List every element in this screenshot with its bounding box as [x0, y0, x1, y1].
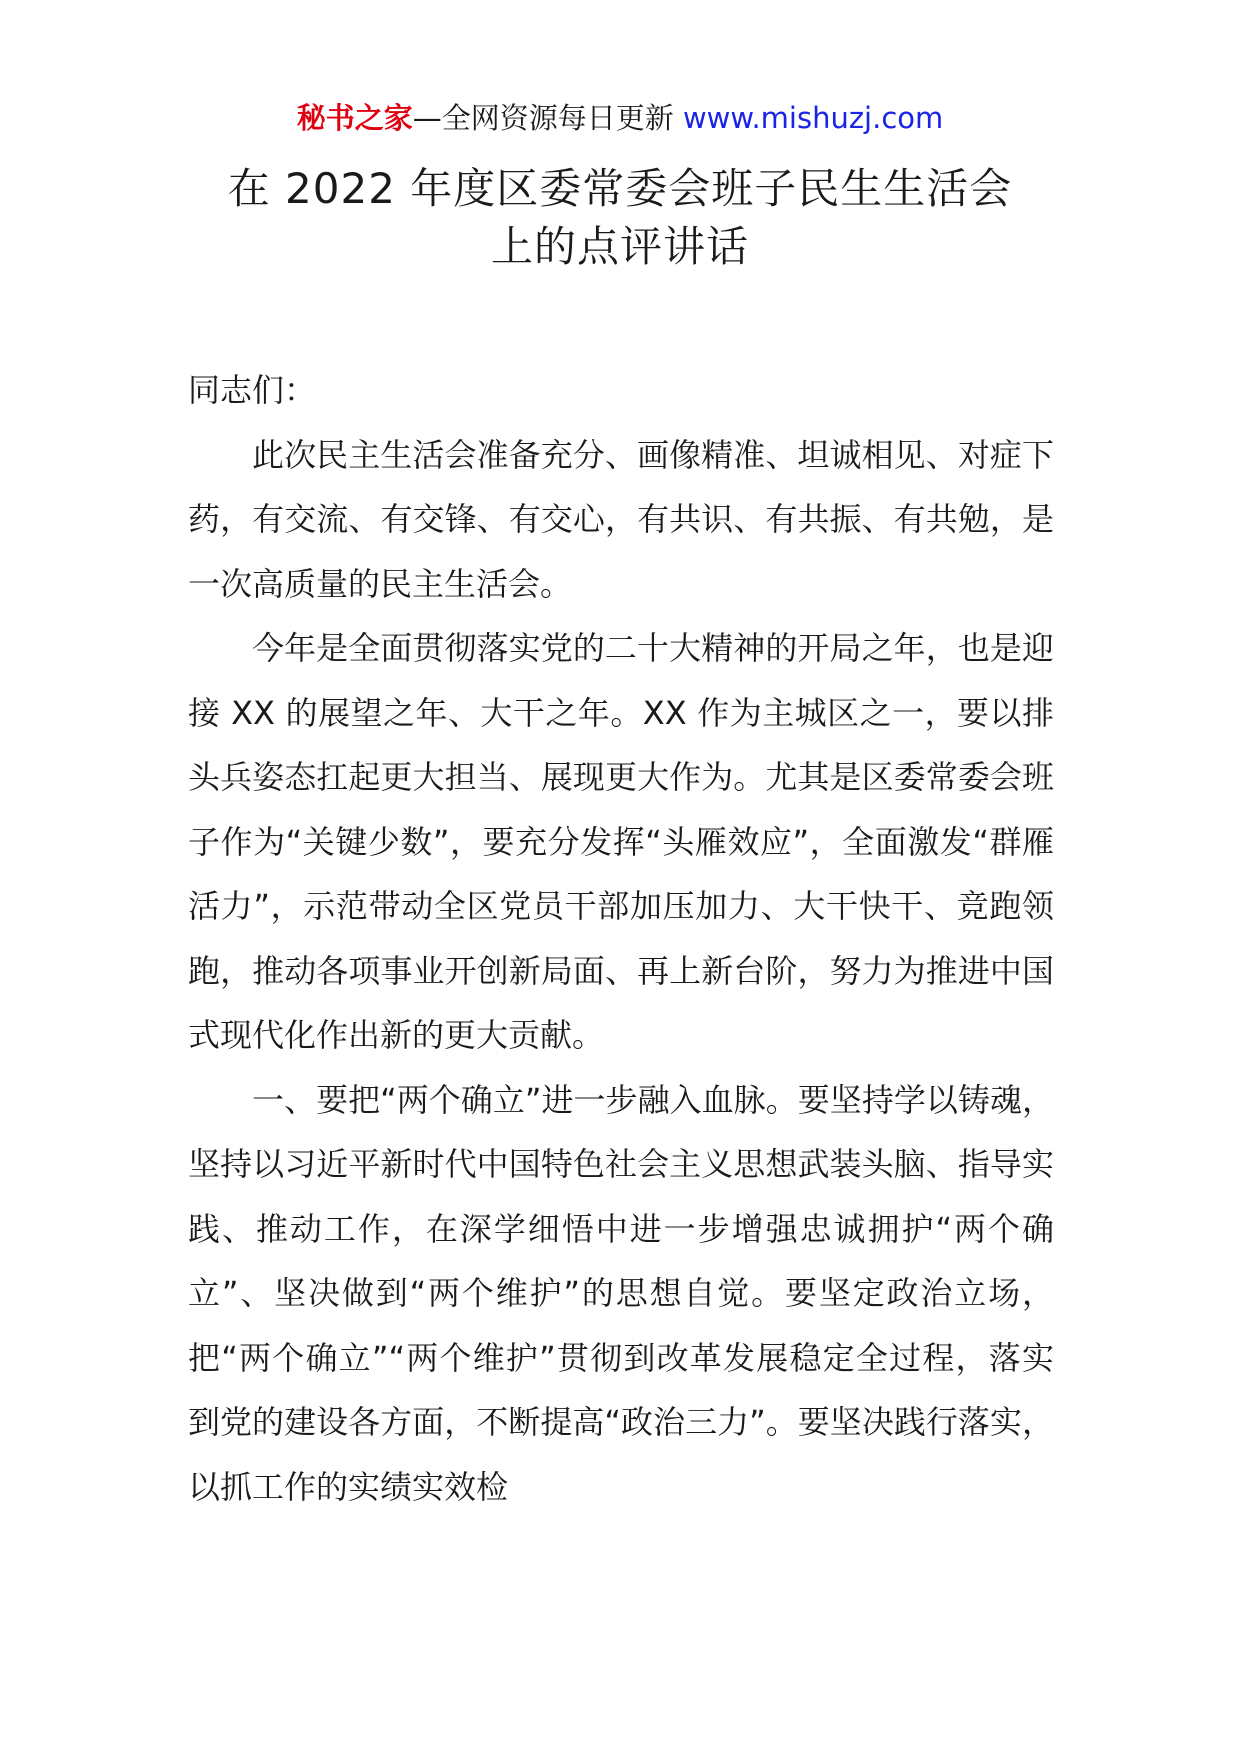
site-url-link[interactable]: www.mishuzj.com — [682, 101, 944, 135]
paragraph-2: 今年是全面贯彻落实党的二十大精神的开局之年，也是迎接 XX 的展望之年、大干之年。XX 作为主城区之一，要以排头兵姿态扛起更大担当、展现更大作为。尤其是区委常委会班子作为“关键少数”，要充分发挥“头雁效应”，全面激发“群雁活力”，示范带动全区党员干部加压加力、大干快干、竞跑领跑，推动各项事业开创新局面、再上新台阶，努力为推进中国式现代化作出新的更大贡献。 — [188, 629, 1054, 1054]
brand-name: 秘书之家 — [296, 101, 413, 135]
document-body — [188, 358, 1054, 1519]
header-tagline: —全网资源每日更新 — [412, 101, 674, 135]
title-line-2: 上的点评讲话 — [490, 222, 749, 271]
title-line-1: 在 2022 年度区委常委会班子民生生活会 — [227, 164, 1013, 213]
document-title — [0, 160, 1240, 276]
paragraph-1: 此次民主生活会准备充分、画像精准、坦诚相见、对症下药，有交流、有交锋、有交心，有共识、有共振、有共勉，是一次高质量的民主生活会。 — [188, 435, 1054, 603]
paragraph-3: 一、要把“两个确立”进一步融入血脉。要坚持学以铸魂，坚持以习近平新时代中国特色社会主义思想武装头脑、指导实践、推动工作，在深学细悟中进一步增强忠诚拥护“两个确立”、坚决做到“两个维护”的思想自觉。要坚定政治立场，把“两个确立”“两个维护”贯彻到改革发展稳定全过程，落实到党的建设各方面，不断提高“政治三力”。要坚决践行落实，以抓工作的实绩实效检 — [188, 1080, 1054, 1506]
site-header — [0, 98, 1240, 138]
salutation: 同志们： — [188, 371, 317, 409]
